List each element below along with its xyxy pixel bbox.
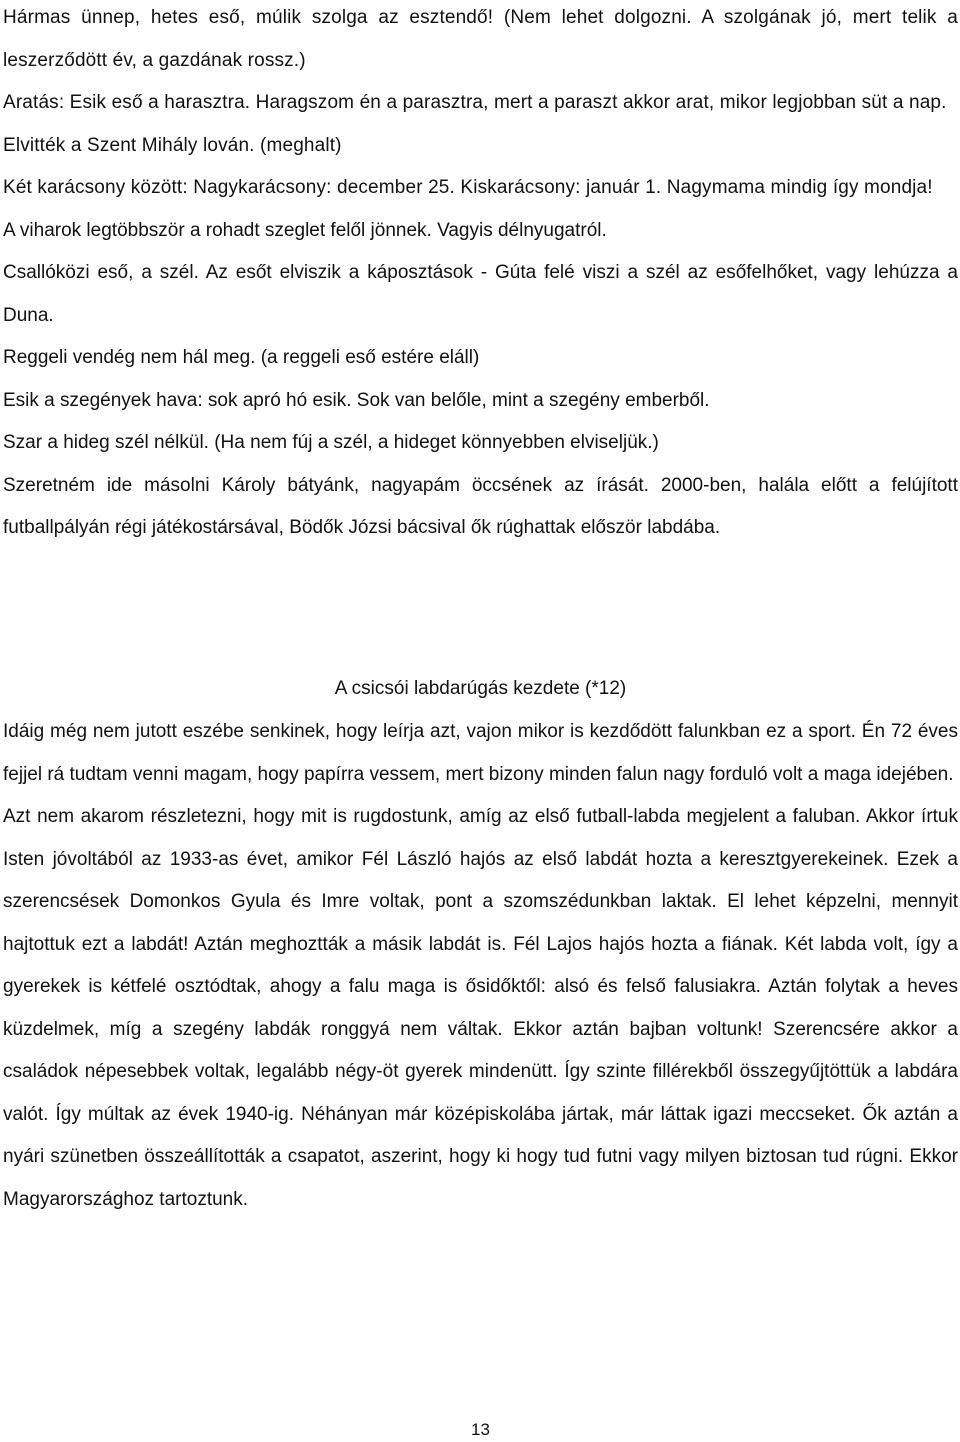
- story-paragraph: Azt nem akarom részletezni, hogy mit is rugdostunk, amíg az első futball-labda megjelent a faluban. Akkor írtuk Isten jóvoltából az 1933-as évet, amikor Fél László hajós az első labdát hozta a keresztgyerekeinek. Ezek a szerencsések Domonkos Gyula és Imre voltak, pont a szomszédunkban laktak. El lehet képzelni, mennyit hajtottuk ezt a labdát! Aztán meghoztták a másik labdát is. Fél Lajos hajós hozta a fiának. Két labda volt, így a gyerekek is kétfelé osztódtak, ahogy a falu maga is ősidőktől: alsó és felső falusiakra. Aztán folytak a heves küzdelmek, míg a szegény labdák ronggyá nem váltak. Ekkor aztán bajban voltunk! Szerencsére akkor a családok népesebbek voltak, legalább négy-öt gyerek mindenütt. Így szinte fillérekből összegyűjtöttük a labdára valót. Így múltak az évek 1940-ig. Néhányan már középiskolába jártak, már láttak igazi meccseket. Ők aztán a nyári szünetben összeállították a csapatot, aszerint, hogy ki hogy tud futni vagy milyen biztosan tud rúgni. Ekkor Magyarországhoz tartoztunk.: [3, 806, 958, 1210]
- document-page: [3, 0, 958, 1442]
- proverb-paragraph: Csallóközi eső, a szél. Az esőt elviszik a káposztások - Gúta felé viszi a szél az esőfelhőket, vagy lehúzza a Duna.: [3, 262, 958, 326]
- proverb-paragraph: Esik a szegények hava: sok apró hó esik. Sok van belőle, mint a szegény emberből.: [3, 389, 710, 411]
- intro-section: [3, 0, 958, 550]
- proverb-paragraph: Hármas ünnep, hetes eső, múlik szolga az esztendő! (Nem lehet dolgozni. A szolgának jó, mert telik a leszerződött év, a gazdának rossz.): [3, 7, 958, 71]
- story-paragraph: Idáig még nem jutott eszébe senkinek, hogy leírja azt, vajon mikor is kezdődött falunkban ez a sport. Én 72 éves fejjel rá tudtam venni magam, hogy papírra vessem, mert bizony minden falun nagy forduló volt a maga idejében.: [3, 721, 958, 785]
- story-body: [3, 711, 958, 1221]
- page-number: 13: [471, 1420, 490, 1439]
- proverb-paragraph: A viharok legtöbbször a rohadt szeglet felől jönnek. Vagyis délnyugatról.: [3, 219, 607, 241]
- proverb-paragraph: Két karácsony között: Nagykarácsony: december 25. Kiskarácsony: január 1. Nagymama mindig így mondja!: [3, 177, 933, 198]
- proverb-paragraph: Aratás: Esik eső a harasztra. Haragszom én a parasztra, mert a paraszt akkor arat, mikor legjobban süt a nap.: [3, 92, 947, 113]
- proverb-paragraph: Reggeli vendég nem hál meg. (a reggeli eső estére eláll): [3, 347, 480, 368]
- proverb-paragraph: Szar a hideg szél nélkül. (Ha nem fúj a szél, a hideget könnyebben elviseljük.): [3, 432, 659, 453]
- proverb-paragraph: Elvitték a Szent Mihály lován. (meghalt): [3, 134, 342, 156]
- story-title: A csicsói labdarúgás kezdete (*12): [334, 678, 627, 699]
- intro-note-paragraph: Szeretném ide másolni Károly bátyánk, nagyapám öccsének az írását. 2000-ben, halála előtt a felújított futballpályán régi játékostársával, Bödők Józsi bácsival ők rúghattak először labdába.: [3, 474, 958, 538]
